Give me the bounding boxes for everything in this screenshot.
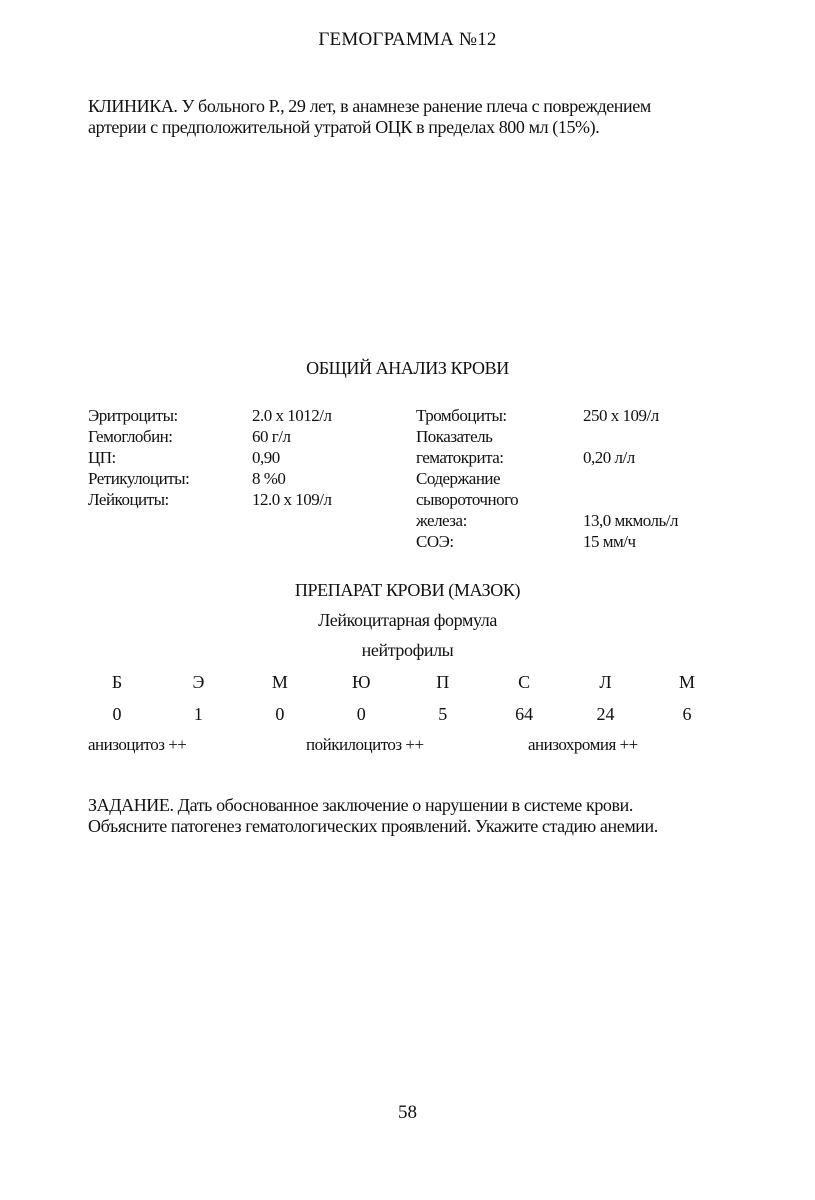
cbc-value (583, 489, 678, 510)
cbc-heading: ОБЩИЙ АНАЛИЗ КРОВИ (306, 358, 509, 378)
cbc-value: 12.0 х 109/л (252, 490, 332, 509)
cbc-value: 15 мм/ч (583, 532, 636, 551)
clinic-line-2: артерии с предположительной утратой ОЦК в пределах 800 мл (15%). (88, 117, 600, 137)
cbc-label: железа: (416, 511, 467, 530)
cbc-right-labels (416, 405, 518, 552)
leukocyte-formula-title: Лейкоцитарная формула (318, 610, 497, 630)
formula-letter: Л (599, 672, 612, 692)
cbc-left-labels (88, 405, 189, 510)
cbc-label: СОЭ: (416, 532, 454, 551)
clinic-line-1: КЛИНИКА. У больного Р., 29 лет, в анамнезе ранение плеча с повреждением (88, 96, 651, 116)
formula-letter: М (271, 672, 288, 692)
neutrophils-label: нейтрофилы (361, 640, 454, 660)
page-title: ГЕМОГРАММА №12 (318, 29, 497, 50)
formula-letter: Э (192, 672, 205, 692)
formula-letter: Ю (352, 672, 371, 692)
cbc-label: Эритроциты: (88, 406, 178, 425)
formula-letter: Б (111, 672, 123, 692)
formula-value: 64 (515, 704, 534, 724)
cbc-label: Ретикулоциты: (88, 469, 190, 488)
morphology-poikilocytosis: пойкилоцитоз ++ (306, 735, 424, 754)
cbc-value (583, 468, 678, 489)
formula-letter: М (678, 672, 695, 692)
page-number: 58 (398, 1102, 417, 1123)
clinic-paragraph (88, 96, 748, 138)
cbc-value: 0,20 л/л (583, 448, 635, 467)
cbc-label: Показатель (416, 427, 493, 446)
cbc-value: 13,0 мкмоль/л (583, 511, 678, 530)
cbc-label: гематокрита: (416, 448, 504, 467)
formula-value: 5 (438, 704, 448, 724)
formula-values-row (82, 704, 722, 725)
formula-value: 0 (112, 704, 122, 724)
cbc-value: 0,90 (252, 448, 280, 467)
formula-letters-row (82, 672, 722, 693)
cbc-label: Содержание (416, 469, 501, 488)
morphology-anisocytosis: анизоцитоз ++ (88, 735, 187, 754)
cbc-label: Гемоглобин: (88, 427, 173, 446)
cbc-value (583, 426, 678, 447)
morphology-anisochromia: анизохромия ++ (528, 735, 638, 754)
cbc-label: сывороточного (416, 490, 519, 509)
cbc-label: Лейкоциты: (88, 490, 169, 509)
formula-value: 6 (682, 704, 692, 724)
formula-value: 0 (275, 704, 285, 724)
cbc-value: 8 %0 (252, 469, 286, 488)
formula-value: 24 (596, 704, 615, 724)
smear-heading: ПРЕПАРАТ КРОВИ (МАЗОК) (294, 580, 521, 600)
cbc-right-values (583, 405, 678, 552)
cbc-value: 60 г/л (252, 427, 291, 446)
cbc-left-values (252, 405, 331, 510)
cbc-value: 2.0 х 1012/л (252, 406, 332, 425)
formula-letter: С (518, 672, 531, 692)
formula-value: 0 (356, 704, 366, 724)
cbc-label: Тромбоциты: (416, 406, 507, 425)
morphology-row (88, 734, 728, 756)
formula-value: 1 (193, 704, 203, 724)
task-line-2: Объясните патогенез гематологических проявлений. Укажите стадию анемии. (88, 816, 658, 836)
task-line-1: ЗАДАНИЕ. Дать обоснованное заключение о нарушении в системе крови. (88, 795, 633, 815)
task-paragraph (88, 795, 748, 837)
cbc-label: ЦП: (88, 448, 116, 467)
cbc-value: 250 х 109/л (583, 406, 659, 425)
formula-letter: П (436, 672, 450, 692)
